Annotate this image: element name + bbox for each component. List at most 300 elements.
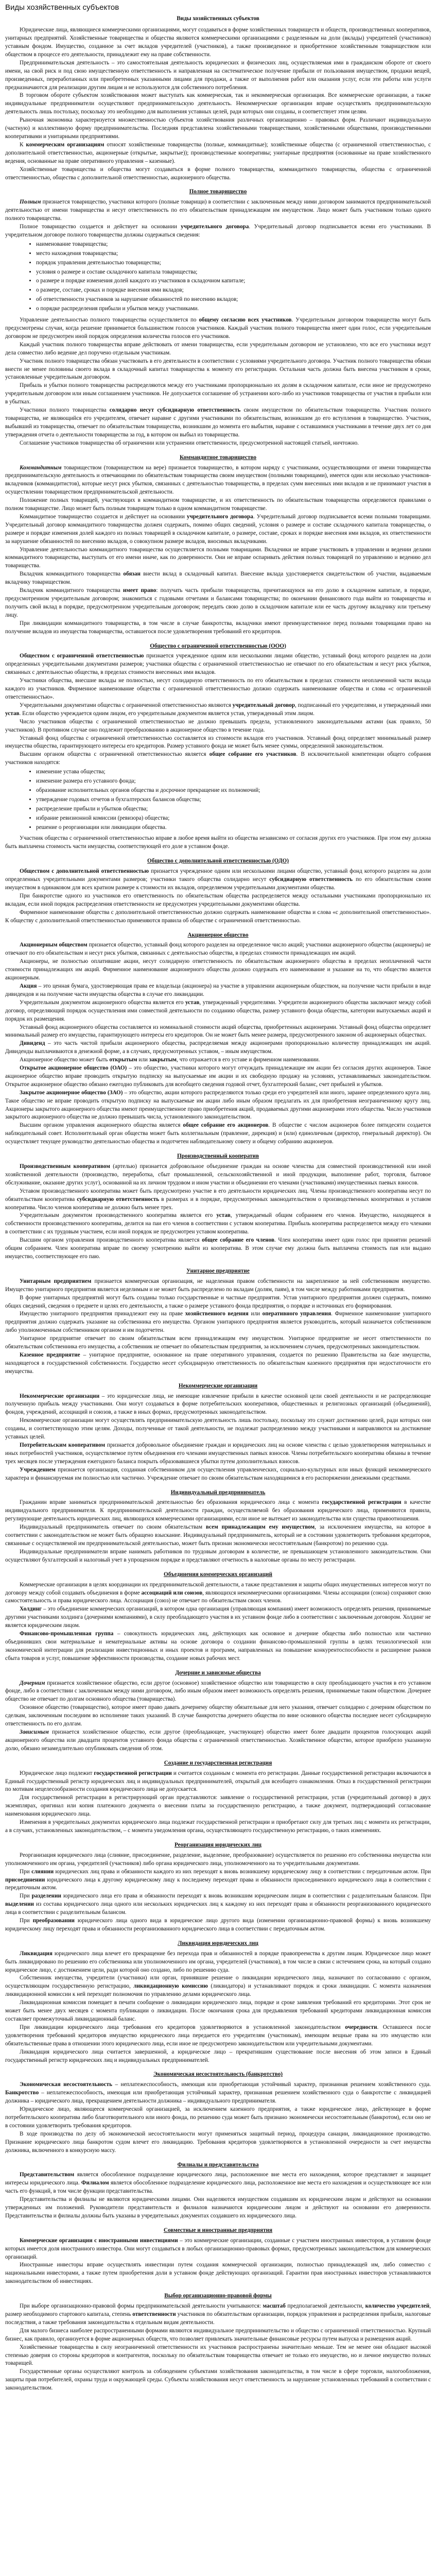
text-run: из состава юридического лица одного или нескольких юридических лиц к каждому из них переходят права и обязанности реорганизованного юридического лица в соответствии с разделительным балансом.	[5, 1901, 431, 1916]
paragraph	[5, 1605, 431, 1630]
section-heading	[5, 2161, 431, 2170]
paragraph	[5, 2368, 431, 2393]
emphasized-text: Обществом с дополнительной ответственностью	[20, 868, 149, 875]
paragraph	[5, 702, 431, 718]
paragraph	[5, 909, 431, 925]
emphasized-text: Полным	[20, 199, 41, 206]
section-heading	[5, 2071, 431, 2079]
text-run: . Учредительный договор подписывается всеми его участниками. В учредительном договоре полного товарищества должны содержаться сведения:	[5, 224, 431, 238]
text-run: – неплатежеспособность, имеющая или приобретающая устойчивый характер, признанная решением хозяйственного суда.	[112, 2081, 431, 2088]
list-item: • наименование товарищества;	[36, 241, 431, 249]
text-run: Высшим органом управления акционерного общества является	[20, 1122, 183, 1129]
paragraph	[5, 2237, 431, 2262]
section-heading	[5, 2292, 431, 2300]
text-run: участников по обязательствам организации, порядок управления и распределения прибыли, налоговые последствия, а также требования законодательства к отдельным видам деятельности.	[5, 2311, 431, 2326]
emphasized-text: Закрытое акционерное общество (ЗАО)	[20, 1089, 123, 1096]
text-run: в размерах и в порядке, предусмотренных законодательством о производственных кооперативах и уставом кооператива. Число членов кооператива не должно быть менее трех.	[5, 1196, 431, 1211]
text-run: Ликвидационная комиссия помещает в печати сообщение о ликвидации юридического лица, порядке и сроке заявления требований его кредиторами. Этот срок не может быть менее двух месяцев с момента публикации о ликвидации. После окончания срока для предъявления требований кредиторами ликвидационная комиссия составляет промежуточный ликвидационный баланс.	[5, 1999, 431, 2023]
text-run: Общество с ограниченной ответственностью (ООО)	[150, 642, 286, 649]
list-item: • порядок управления деятельностью товарищества;	[36, 259, 431, 267]
text-run: При ликвидации юридического лица требования его кредиторов удовлетворяются в установленной законодательством	[20, 2024, 345, 2030]
emphasized-text: Коммандитным	[20, 464, 62, 471]
text-run: Для малого бизнеса наиболее распространенными формами являются индивидуальное предпринимательство и общество с ограниченной ответственностью. Крупный бизнес, как правило, организуется в форме акционерных обществ, что позволяет привлекать значительные финансовые ресурсы путем выпуска и размещения акций.	[5, 2327, 431, 2342]
text-run: – это юридические лица, не имеющие извлечение прибыли в качестве основной цели своей деятельности и не распределяющие полученную прибыль между участниками. Они могут создаваться в форме потребительских кооперативов, общественных и религиозных организаций (объединений), фондов, учреждений, ассоциаций и союзов, а также в иных формах, предусмотренных законодательством.	[5, 1393, 431, 1416]
paragraph	[5, 2048, 431, 2065]
text-run: Имущество унитарного предприятия принадлежит ему на праве	[20, 1311, 185, 1317]
paragraph	[5, 677, 431, 702]
list-item: • распределение прибыли и убытков общества;	[36, 805, 431, 814]
paragraph	[5, 2196, 431, 2221]
paragraph	[5, 358, 431, 382]
text-run: . Учредительный договор подписывается всеми полными товарищами. Учредительный договор коммандитного товарищества должен содержать, помимо общих сведений, условия о размере и составе складочного капитала товарищества, о размере и порядке изменения долей каждого из полных товарищей в складочном капитале, о размере, составе, сроках и порядке внесения ими вкладов, их ответственности за нарушение обязанностей по внесению вкладов, о совокупном размере вкладов, вносимых вкладчиками.	[5, 513, 431, 545]
paragraph	[5, 464, 431, 497]
text-run: Реорганизация юридического лица (слияние, присоединение, разделение, выделение, преобразование) осуществляется по решению его собственника имущества или уполномоченного им органа, учредителей (участников) либо органа юридического лица, уполномоченного на то учредительными документами.	[5, 1852, 431, 1867]
text-run: Уставный фонд общества с ограниченной ответственностью составляется из стоимости вкладов его участников. Уставный фонд определяет минимальный размер имущества общества, гарантирующего интересы его кредиторов. Размер уставного фонда не может быть менее суммы, определенной законодательством.	[5, 735, 431, 750]
text-run: Учредительным документом производственного кооператива является его	[20, 1212, 217, 1219]
paragraph	[5, 1236, 431, 1261]
emphasized-text: субсидиарную ответственность	[269, 876, 353, 883]
text-run: Выбор организационно-правовой формы	[164, 2293, 272, 2299]
text-run: Индивидуальный предприниматель отвечает по своим обязательствам	[20, 1524, 206, 1531]
paragraph	[5, 1523, 431, 1548]
paragraph	[5, 999, 431, 1024]
text-run: К	[20, 141, 26, 148]
paragraph	[5, 1974, 431, 1999]
text-run: признается коммерческая организация, не наделенная правом собственности на закрепленное за ней собственником имущество. Имущество унитарного предприятия является неделимым и не может быть распределено по вкладам (долям, паям), в том числе между работниками предприятия.	[5, 1278, 431, 1293]
emphasized-text: очередности	[345, 2024, 377, 2030]
paragraph	[5, 835, 431, 851]
section-heading	[5, 931, 431, 940]
text-run: . Член кооператива имеет один голос при принятии решений общим собранием. Член кооператива вправе по своему усмотрению выйти из кооператива. В этом случае ему должна быть выплачена стоимость пая или выдано имущество, соответствующее его паю.	[5, 1237, 431, 1260]
text-run: внести вклад в складочный капитал. Внесение вклада удостоверяется свидетельством об участии, выдаваемым вкладчику товариществом.	[5, 571, 431, 586]
emphasized-text: коммерческим организациям	[26, 141, 104, 148]
paragraph	[5, 1950, 431, 1975]
text-run: . В обществе с числом акционеров более пятидесяти создается наблюдательный совет. Исполнительный орган общества может быть коллегиальным (правление, дирекция) и (или) единоличным (директор, генеральный директор). Он осуществляет текущее руководство деятельностью общества и подотчетен наблюдательному совету и общему собранию акционеров.	[5, 1122, 431, 1145]
paragraph	[5, 2344, 431, 2368]
paragraph	[5, 1499, 431, 1523]
text-run: в качестве индивидуального предпринимателя. К предпринимательской деятельности граждан, осуществляемой без образования юридического лица, применяются правила, регулирующие деятельность юридических лиц, являющихся коммерческими организациями, если иное не вытекает из законодательства или существа правоотношения.	[5, 1499, 431, 1522]
emphasized-text: присоединении	[5, 1876, 45, 1883]
text-run: , что отражается в его уставе и фирменном наименовании.	[177, 1057, 320, 1063]
paragraph	[5, 751, 431, 767]
list-item: • изменение устава общества;	[36, 768, 431, 776]
text-run: Ликвидация юридических лиц	[178, 1940, 258, 1946]
emphasized-text: Ликвидация	[20, 1950, 53, 1957]
section-heading	[5, 2227, 431, 2235]
text-run: Учредительными документами общества с ограниченной ответственностью являются	[20, 702, 233, 708]
text-run: Участники общества, внесшие вклады не полностью, несут солидарную ответственность по его обязательствам в пределах стоимости неоплаченной части вклада каждого из участников. Фирменное наименование общества с ограниченной ответственностью должно содержать наименование общества и слова «с ограниченной ответственностью».	[5, 677, 431, 700]
text-run: Изменения в учредительных документах юридического лица подлежат государственной регистрации и приобретают силу для третьих лиц с момента их регистрации, а в случаях, установленных законодательством, – с момента уведомления органа, осуществляющего государственную регистрацию, о таких изменениях.	[5, 1819, 431, 1834]
text-run: Ликвидация юридического лица считается завершенной, а юридическое лицо – прекратившим существование после внесения об этом записи в Единый государственный регистр юридических лиц и индивидуальных предпринимателей.	[5, 2048, 431, 2063]
paragraph	[5, 1417, 431, 1442]
paragraph	[5, 2327, 431, 2344]
paragraph	[5, 141, 431, 166]
text-run: Некоммерческие организации	[178, 1382, 258, 1389]
text-run: Унитарное предприятие	[186, 1267, 250, 1274]
text-run: Объединения коммерческих организаций	[164, 1571, 272, 1578]
paragraph	[5, 1335, 431, 1351]
emphasized-text: Производственным кооперативом	[20, 1163, 110, 1170]
text-run: Фирменное наименование общества с дополнительной ответственностью должно содержать наименование общества и слова «с дополнительной ответственностью». К обществу с дополнительной ответственностью применяются правила об обществе с ограниченной ответственностью.	[5, 909, 431, 924]
paragraph	[5, 223, 431, 240]
section-heading	[5, 1267, 431, 1276]
paragraph	[5, 1089, 431, 1122]
paragraph	[5, 587, 431, 620]
paragraph	[5, 439, 431, 448]
list-item: • о порядке распределения прибыли и убытков между участниками.	[36, 305, 431, 313]
text-run: , подписанный его учредителями, и утвержденный ими	[294, 702, 431, 708]
text-run: Юридическое лицо подлежит	[20, 1770, 94, 1776]
text-run: Предпринимательская деятельность – это самостоятельная деятельность юридических и физических лиц, осуществляемая ими в гражданском обороте от своего имени, на свой риск и под свою имущественную ответственность и направленная на систематическое получение прибыли от пользования имуществом, продажи вещей, произведенных, переработанных или приобретенных указанными лицами для продажи, а также от выполнения работ или оказания услуг, если эти работы или услуги предназначаются для реализации другим лицам и не используются для собственного потребления.	[5, 59, 431, 91]
text-run: Коммандитное товарищество	[179, 454, 257, 461]
paragraph	[5, 1056, 431, 1064]
list-item: • образование исполнительных органов общества и досрочное прекращение их полномочий;	[36, 787, 431, 795]
emphasized-text: Холдинг	[20, 1606, 42, 1613]
text-run: , являющихся некоммерческими организациями. Члены ассоциации (союза) сохраняют свою самостоятельность и права юридического лица. Ассоциация (союз) не отвечает по обязательствам своих членов.	[5, 1589, 431, 1604]
text-run: Участник общества с ограниченной ответственностью вправе в любое время выйти из общества независимо от согласия других его участников. При этом ему должна быть выплачена стоимость части имущества, соответствующей его доле в уставном фонде.	[5, 835, 431, 850]
document-body	[5, 26, 431, 2393]
text-run: юридического лица его права и обязанности переходят к вновь возникшим юридическим лицам в соответствии с разделительным балансом. При	[61, 1893, 431, 1900]
bullet-list	[5, 768, 431, 832]
paragraph	[5, 1581, 431, 1606]
list-item: • о размере, составе, сроках и порядке внесения ими вкладов;	[36, 286, 431, 295]
text-run: В торговом обороте субъектом хозяйствования может выступать как коммерческая, так и некоммерческая организация. Все коммерческие организации, а также индивидуальные предприниматели осуществляют предпринимательскую деятельность. Некоммерческие организации вправе осуществлять предпринимательскую деятельность лишь постольку, поскольку это необходимо для выполнения уставных целей, ради которых они созданы, и соответствует этим целям.	[5, 92, 431, 115]
text-run: признается учрежденное одним или несколькими лицами общество, уставный фонд которого разделен на доли определенных учредительными документами размеров; участники общества с ограниченной ответственностью не отвечают по его обязательствам и несут риск убытков, связанных с деятельностью общества, в пределах стоимости внесенных ими вкладов.	[5, 653, 431, 676]
emphasized-text: Банкротство	[5, 2090, 39, 2096]
text-run: Акционерное общество может быть	[20, 1057, 110, 1063]
section-heading	[5, 1669, 431, 1677]
text-run: Юридические лица, являющиеся коммерческими организациями, могут создаваться в форме хозяйственных товариществ и обществ, производственных кооперативов, унитарных предприятий. Хозяйственные товарищества и общества являются коммерческими организациями с разделенным на доли (вклады) учредителей (участников) уставным фондом. Имущество, созданное за счет вкладов учредителей (участников), а также произведенное и приобретенное хозяйственным товариществом или обществом в процессе его деятельности, принадлежит ему на праве собственности.	[5, 27, 431, 58]
text-run: Высшим органом общества с ограниченной ответственностью является	[20, 751, 210, 758]
emphasized-text: учредительный договор	[232, 702, 295, 708]
paragraph	[5, 166, 431, 182]
text-run: Уставный фонд акционерного общества составляется из номинальной стоимости акций общества, приобретенных акционерами. Уставный фонд общества определяет минимальный размер его имущества, гарантирующего интересы его кредиторов. Он не может быть менее размера, предусмотренного законом об акционерных обществах.	[5, 1024, 431, 1039]
text-run: юридического лица одного вида в юридическое лицо другого вида (изменении организационно-правовой формы) к вновь возникшему юридическому лицу переходят права и обязанности реорганизованного юридического лица в соответствии с передаточным актом.	[5, 1918, 431, 1932]
emphasized-text: количество учредителей	[365, 2303, 430, 2310]
emphasized-text: обязан	[123, 571, 141, 578]
paragraph	[5, 735, 431, 751]
text-run: Управление деятельностью полного товарищества осуществляется по	[20, 317, 199, 324]
text-run: Создание и государственная регистрация	[164, 1759, 272, 1766]
text-run: , утвержденный учредителями. Учредители акционерного общества заключают между собой договор, определяющий порядок осуществления ими совместной деятельности по созданию общества, размер уставного фонда общества, категории выпускаемых акций и порядок их размещения.	[5, 999, 431, 1022]
section-heading	[5, 857, 431, 866]
paragraph	[5, 2106, 431, 2130]
paragraph	[5, 198, 431, 223]
text-run: Акционеры, не полностью оплатившие акции, несут солидарную ответственность по обязательствам акционерного общества в пределах неоплаченной части стоимости принадлежащих им акций. Фирменное наименование акционерного общества должно содержать его наименование и указание на то, что общество является акционерным.	[5, 958, 431, 981]
emphasized-text: субсидиарную ответственность	[77, 1196, 160, 1202]
paragraph	[5, 2024, 431, 2048]
text-run: Рыночная экономика характеризуется множественностью субъектов хозяйствования различных организационно – правовых форм. Различают индивидуальную (частную) и коллективную форму предпринимательства. Последняя представлена хозяйственными товариществами, хозяйственными обществами, производственными кооперативами и унитарными предприятиями.	[5, 117, 431, 140]
paragraph	[5, 1278, 431, 1294]
text-run: Полное товарищество	[189, 189, 247, 195]
paragraph	[5, 1310, 431, 1335]
emphasized-text: Финансово-промышленная группа	[20, 1631, 114, 1637]
emphasized-text: Коммерческие организации с иностранными инвестициями	[20, 2237, 178, 2244]
text-run: предполагаемой деятельности,	[285, 2303, 365, 2310]
text-run: юридических лиц права и обязанности каждого из них переходят к вновь возникшему юридическому лицу в соответствии с передаточным актом. При	[54, 1868, 431, 1875]
text-run: относят хозяйственные товарищества (полные, коммандитные); хозяйственные общества (с ограниченной ответственностью, с дополнительной ответственностью, акционерные (открытые, закрытые)); производственные кооперативы; унитарные предприятия (основанные на праве хозяйственного ведения, основанные на праве оперативного управления – казенные).	[5, 141, 431, 164]
list-item: • о размере и порядке изменения долей каждого из участников в складочном капитале;	[36, 277, 431, 285]
text-run: (ликвидатора) и устанавливают порядок и сроки ликвидации. С момента назначения ликвидационной комиссии к ней переходят полномочия по управлению делами юридического лица.	[5, 1983, 431, 1998]
text-run: Вкладчик коммандитного товарищества	[20, 587, 123, 594]
text-run: В форме унитарных предприятий могут быть созданы только государственные и частные предприятия. Устав унитарного предприятия должен содержать, помимо общих сведений, сведения о предмете и целях его деятельности, а также о размере уставного фонда предприятия, о порядке и источниках его формирования.	[5, 1294, 431, 1309]
text-run: Акционерное общество	[187, 931, 249, 938]
paragraph	[5, 92, 431, 116]
text-run: Дочерние и зависимые общества	[175, 1669, 261, 1676]
paragraph	[5, 1024, 431, 1040]
emphasized-text: учредительного договора	[186, 513, 253, 520]
list-item: • условия о размере и составе складочного капитала товарищества;	[36, 268, 431, 277]
text-run: Индивидуальные предприниматели вправе нанимать работников по трудовым договорам в количестве, не превышающем установленного законодательством. Они осуществляют бухгалтерский и налоговый учет в упрощенном порядке и представляют отчетность в налоговые органы по месту регистрации.	[5, 1548, 431, 1563]
paragraph	[5, 1892, 431, 1917]
text-run: При выборе организационно-правовой формы предпринимательской деятельности учитываются:	[20, 2303, 263, 2310]
text-run: В ходе производства по делу об экономической несостоятельности могут применяться защитный период, процедура санации, ликвидационное производство. Признание юридического лица банкротом судом влечет его ликвидацию. Требования кредиторов удовлетворяются в установленной очередности за счет имущества должника, включенного в конкурсную массу.	[5, 2130, 431, 2154]
emphasized-text: Потребительским кооперативом	[20, 1442, 106, 1449]
text-run: Индивидуальный предприниматель	[170, 1489, 266, 1496]
text-run: Прибыль и убытки полного товарищества распределяются между его участниками пропорционально их долям в складочном капитале, если иное не предусмотрено учредительным договором или иным соглашением участников. Не допускается соглашение об устранении кого-либо из участников товарищества от участия в прибыли или в убытках.	[5, 382, 431, 405]
section-heading	[5, 1940, 431, 1948]
paragraph	[5, 1917, 431, 1934]
emphasized-text: Открытое акционерное общество (ОАО)	[20, 1065, 127, 1072]
text-run: Участники полного товарищества	[20, 407, 110, 414]
emphasized-text: выделении	[5, 1901, 34, 1908]
paragraph	[5, 1212, 431, 1236]
paragraph	[5, 2261, 431, 2286]
paragraph	[5, 1163, 431, 1188]
text-run: Вкладчик коммандитного товарищества	[20, 571, 124, 578]
section-heading	[5, 1489, 431, 1497]
paragraph	[5, 958, 431, 982]
text-run: Число участников общества с ограниченной ответственностью не должно превышать предела, установленного законодательными актами (как правило, 50 участников). В противном случае оно подлежит преобразованию в акционерное общество в течение года.	[5, 718, 431, 733]
paragraph	[5, 497, 431, 513]
paragraph	[5, 2171, 431, 2196]
text-run: – это часть чистой прибыли акционерного общества, распределяемая между акционерами пропорционально количеству принадлежащих им акций. Дивиденды выплачиваются в денежной форме, а в случаях, предусмотренных уставом, – иным имуществом.	[5, 1040, 431, 1055]
text-run: Гражданин вправе заниматься предпринимательской деятельностью без образования юридического лица с момента	[20, 1499, 322, 1506]
paragraph	[5, 2302, 431, 2327]
text-run: признается хозяйственное общество, если другое (преобладающее, участвующее) общество имеет более двадцати процентов голосующих акций акционерного общества или двадцати процентов уставного фонда общества с ограниченной ответственностью. Хозяйственное общество, которое приобрело указанную долю, обязано незамедлительно опубликовать сведения об этом.	[5, 1729, 431, 1752]
paragraph	[5, 341, 431, 358]
emphasized-text: Экономическая несостоятельность	[20, 2081, 113, 2088]
text-run: признается товарищество, участники которого (полные товарищи) в соответствии с заключенным между ними договором занимаются предпринимательской деятельностью от имени товарищества и несут ответственность по его обязательствам принадлежащим им имуществом. Лицо может быть участником только одного полного товарищества.	[5, 199, 431, 222]
paragraph	[5, 1819, 431, 1835]
text-run: по его обязательствам своим имуществом в одинаковом для всех кратном размере к стоимости их вкладов, определяемом учредительными документами общества.	[5, 876, 431, 891]
emphasized-text: ассоциаций или союзов	[141, 1589, 203, 1596]
text-run: Представительства и филиалы не являются юридическими лицами. Они наделяются имуществом создавшим их юридическим лицом и действуют на основании утвержденных им положений. Руководители представительств и филиалов назначаются юридическим лицом и действуют на основании его доверенности. Представительства и филиалы должны быть указаны в учредительных документах создавшего их юридического лица.	[5, 2196, 431, 2219]
text-run: признается общество, уставный фонд которого разделен на определенное число акций; участники акционерного общества (акционеры) не отвечают по его обязательствам и несут риск убытков, связанных с деятельностью общества, в пределах стоимости принадлежащих им акций.	[5, 942, 431, 957]
emphasized-text: Дочерним	[20, 1680, 45, 1686]
text-run: Полное товарищество создается и действует на основании	[20, 224, 181, 230]
document-heading: Виды хозяйственных субъектов	[177, 15, 259, 22]
emphasized-text: общее собрание его акционеров	[183, 1122, 269, 1129]
paragraph	[5, 116, 431, 141]
text-run: . Если общество учреждается одним лицом, его учредительным документом является устав, утвержденный этим лицом.	[19, 710, 315, 717]
section-heading	[5, 1841, 431, 1850]
emphasized-text: хозяйственного ведения	[185, 1311, 249, 1317]
text-run: или	[137, 1057, 149, 1063]
emphasized-text: масштаб	[263, 2303, 286, 2310]
paragraph	[5, 652, 431, 677]
emphasized-text: ответственности	[132, 2311, 176, 2318]
text-run: – это коммерческие организации, созданные с участием иностранных инвесторов, в уставном фонде которых имеется доля иностранного инвестора. Они могут создаваться в любых организационно-правовых формах, предусмотренных законодательством для коммерческих организаций.	[5, 2237, 431, 2260]
text-run: . Оставшееся после удовлетворения требований кредиторов имущество юридического лица передается его учредителям (участникам), имеющим вещные права на это имущество или обязательственные права в отношении этого юридического лица, если иное не предусмотрено законодательством или учредительными документами.	[5, 2024, 431, 2047]
section-heading	[5, 1153, 431, 1161]
paragraph	[5, 1466, 431, 1483]
text-run: При банкротстве одного из участников его ответственность по обязательствам общества распределяется между остальными участниками пропорционально их вкладам, если иной порядок распределения ответственности не предусмотрен учредительными документами общества.	[5, 892, 431, 907]
emphasized-text: разделении	[31, 1893, 61, 1900]
bullet-list	[5, 241, 431, 313]
emphasized-text: солидарно несут субсидиарную ответственность	[109, 407, 241, 414]
emphasized-text: Филиалом	[81, 2180, 109, 2187]
text-run: Высшим органом управления производственного кооператива является	[20, 1237, 202, 1244]
paragraph	[5, 1630, 431, 1663]
paragraph	[5, 620, 431, 636]
paragraph	[5, 1064, 431, 1089]
emphasized-text: преобразовании	[32, 1918, 75, 1924]
emphasized-text: слиянии	[31, 1868, 54, 1875]
emphasized-text: Учреждением	[20, 1466, 56, 1473]
text-run: Производственный кооператив	[177, 1153, 259, 1160]
text-run: Коммерческие организации в целях координации их предпринимательской деятельности, а также представления и защиты общих имущественных интересов могут по договору между собой создавать объединения в форме	[5, 1581, 431, 1596]
emphasized-text: общее собрание его участников	[209, 751, 297, 758]
emphasized-text: Представительством	[20, 2172, 75, 2178]
paragraph	[5, 26, 431, 59]
emphasized-text: ликвидационную комиссию	[133, 1983, 208, 1990]
paragraph	[5, 1393, 431, 1417]
paragraph	[5, 316, 431, 341]
emphasized-text: Обществом с ограниченной ответственностью	[20, 653, 144, 659]
text-run: или	[248, 1311, 263, 1317]
paragraph	[5, 1442, 431, 1466]
text-run: Юридическое лицо, являющееся коммерческой организацией, за исключением казенного предприятия, а также юридическое лицо, действующее в форме потребительского кооператива либо благотворительного или иного фонда, по решению суда может быть признано экономически несостоятельным (банкротом), если оно не в состоянии удовлетворить требования кредиторов.	[5, 2106, 431, 2129]
emphasized-text: Акционерным обществом	[20, 942, 88, 948]
text-run: – унитарное предприятие, основанное на праве оперативного управления, создается по решению Правительства на базе имущества, находящегося в государственной собственности. Государство несет субсидиарную ответственность по обязательствам казенного предприятия при недостаточности его имущества.	[5, 1351, 431, 1375]
text-run: Коммандитное товарищество создается и действует на основании	[20, 513, 187, 520]
text-run: (артелью) признается добровольное объединение граждан на основе членства для совместной производственной или иной хозяйственной деятельности (производство, переработка, сбыт промышленной, сельскохозяйственной и иной продукции, выполнение работ, торговля, бытовое обслуживание, оказание других услуг), основанной на их личном трудовом и ином участии и объединении его членами (участниками) имущественных паевых взносов.	[5, 1163, 431, 1186]
text-run: Каждый участник полного товарищества вправе действовать от имени товарищества, если учредительным договором не установлено, что все его участники ведут дела совместно либо ведение дел поручено отдельным участникам.	[5, 341, 431, 356]
text-run: Положение полных товарищей, участвующих в коммандитном товариществе, и их ответственность по обязательствам товарищества определяются правилами о полном товариществе. Лицо может быть полным товарищем только в одном коммандитном товариществе.	[5, 497, 431, 512]
emphasized-text: общему согласию всех участников	[199, 317, 292, 324]
text-run: является обособленное подразделение юридического лица, расположенное вне места его нахождения, которое представляет и защищает интересы юридического лица.	[5, 2172, 431, 2187]
text-run: Хозяйственные товарищества и общества могут создаваться в форме полного товарищества, коммандитного товарищества, общества с ограниченной ответственностью, общества с дополнительной ответственностью, акционерного общества.	[5, 166, 431, 181]
text-run: Основное общество (товарищество), которое имеет право давать дочернему обществу обязательные для него указания, отвечает солидарно с дочерним обществом по сделкам, заключенным последним во исполнение таких указаний. В случае банкротства дочернего общества по вине основного общества последнее несет субсидиарную ответственность по его долгам.	[5, 1704, 431, 1727]
text-run: Совместные и иностранные предприятия	[163, 2227, 273, 2233]
emphasized-text: Зависимым	[20, 1729, 49, 1736]
text-run: – совокупность юридических лиц, действующих как основное и дочерние общества либо полностью или частично объединивших свои материальные и нематериальные активы на основе договора о создании финансово-промышленной группы в целях технологической или экономической интеграции для реализации инвестиционных и иных проектов и программ, направленных на повышение конкурентоспособности и расширение рынков сбыта товаров и услуг, повышение эффективности производства, создание новых рабочих мест.	[5, 1631, 431, 1662]
emphasized-text: Казенное предприятие	[20, 1351, 80, 1358]
paragraph	[5, 1999, 431, 2024]
paragraph	[5, 1852, 431, 1868]
text-run: , за исключением имущества, на которое в соответствии с законодательством не может быть обращено взыскание. Индивидуальный предприниматель, который не в состоянии удовлетворить требования кредиторов, связанные с осуществляемой им предпринимательской деятельностью, может быть признан экономически несостоятельным (банкротом) по решению суда.	[5, 1524, 431, 1547]
paragraph	[5, 868, 431, 892]
emphasized-text: государственной регистрации	[94, 1770, 172, 1776]
text-run: Учредительным документом акционерного общества является его	[20, 999, 185, 1006]
text-run: – неплатежеспособность, имеющая или приобретающая устойчивый характер, признанная решением хозяйственного суда о банкротстве с ликвидацией должника – юридического лица, прекращением деятельности должника – индивидуального предпринимателя.	[5, 2090, 431, 2105]
paragraph	[5, 1770, 431, 1794]
text-run: – это общество, участники которого могут отчуждать принадлежащие им акции без согласия других акционеров. Такое акционерное общество вправе проводить открытую подписку на выпускаемые им акции и их свободную продажу на условиях, устанавливаемых законодательством. Открытое акционерное общество обязано ежегодно публиковать для всеобщего сведения годовой отчет, бухгалтерский баланс, счет прибылей и убытков.	[5, 1065, 431, 1088]
emphasized-text: имеет право	[123, 587, 156, 594]
section-heading	[5, 1571, 431, 1579]
emphasized-text: Некоммерческие организации	[20, 1393, 100, 1399]
paragraph	[5, 1351, 431, 1376]
text-run: Хозяйственные товарищества в силу неограниченной ответственности их участников распространены значительно меньше. Тем не менее они обладают высокой степенью доверия со стороны кредиторов и контрагентов, поскольку по обязательствам товарищества отвечает не только его имущество, но и личное имущество полных товарищей.	[5, 2344, 431, 2367]
section-heading	[5, 1382, 431, 1391]
emphasized-text: учредительного договора	[181, 224, 249, 230]
paragraph	[5, 1728, 431, 1753]
emphasized-text: всем принадлежащим ему имуществом	[205, 1524, 315, 1531]
list-item: • избрание ревизионной комиссии (ревизора) общества;	[36, 815, 431, 823]
paragraph	[5, 406, 431, 439]
paragraph	[5, 2130, 431, 2155]
list-item: • решение о реорганизации или ликвидации общества.	[36, 824, 431, 832]
text-run: юридического лица к другому юридическому лицу к последнему переходят права и обязанности присоединенного юридического лица в соответствии с передаточным актом.	[5, 1876, 431, 1891]
emphasized-text: устав	[185, 999, 200, 1006]
text-run: При ликвидации коммандитного товарищества, в том числе в случае банкротства, вкладчики имеют преимущественное перед полными товарищами право на получение вкладов из имущества товарищества, оставшегося после удовлетворения требований его кредиторов.	[5, 620, 431, 635]
text-run: При	[20, 1918, 33, 1924]
page-title: Виды хозяйственных субъектов	[5, 3, 119, 12]
text-run: : получать часть прибыли товарищества, причитающуюся на его долю в складочном капитале, в порядке, предусмотренном учредительным договором; знакомиться с годовыми отчетами и балансами товарищества; по окончании финансового года выйти из товарищества и получить свой вклад в порядке, предусмотренном учредительным договором; передать свою долю в складочном капитале или ее часть другому вкладчику или третьему лицу.	[5, 587, 431, 618]
list-item: • об ответственности участников за нарушение обязанностей по внесению вкладов;	[36, 296, 431, 304]
emphasized-text: Унитарным предприятием	[20, 1278, 92, 1284]
section-heading	[5, 454, 431, 462]
section-heading	[5, 642, 431, 651]
text-run: – это общество, акции которого распределяются только среди его учредителей или иного, заранее определенного круга лиц. Такое общество не вправе проводить открытую подписку на выпускаемые им акции либо иным образом предлагать их для приобретения неограниченному кругу лиц. Акционеры закрытого акционерного общества имеют преимущественное право приобретения акций, продаваемых другими акционерами этого общества. Число участников закрытого акционерного общества не должно превышать числа, установленного законодательством.	[5, 1089, 431, 1121]
section-heading	[5, 188, 431, 196]
text-run: . Учредительным договором товарищества могут быть предусмотрены случаи, когда решение принимается большинством голосов участников. Каждый участник полного товарищества имеет один голос, если учредительным договором не предусмотрен иной порядок определения количества голосов его участников.	[5, 317, 431, 340]
paragraph	[5, 382, 431, 406]
text-run: и считается созданным с момента его регистрации. Данные государственной регистрации включаются в Единый государственный регистр юридических лиц и индивидуальных предпринимателей, открытый для всеобщего ознакомления. Отказ в государственной регистрации по мотивам нецелесообразности создания юридического лица не допускается.	[5, 1770, 431, 1793]
paragraph	[5, 1680, 431, 1704]
text-run: является обособленное подразделение юридического лица, расположенное вне места его нахождения и осуществляющее все или часть его функций, в том числе функции представительства.	[5, 2180, 431, 2195]
text-run: Соглашение участников товарищества об ограничении или устранении ответственности, предусмотренной настоящей статьей, ничтожно.	[20, 439, 359, 446]
text-run: . В исключительной компетенции общего собрания участников находятся:	[5, 751, 431, 766]
paragraph	[5, 1188, 431, 1212]
text-run: Унитарное предприятие отвечает по своим обязательствам всем принадлежащим ему имуществом. Унитарное предприятие не несет ответственности по обязательствам собственника его имущества, а собственник не отвечает по обязательствам предприятия, за исключением случаев, предусмотренных законодательством.	[5, 1335, 431, 1350]
text-run: Государственные органы осуществляют контроль за соблюдением субъектами хозяйствования законодательства, в том числе в сфере торговли, налогообложения, защиты прав потребителей, охраны труда и окружающей среды. Субъекты хозяйствования несут ответственность за нарушение установленных требований в соответствии с законодательством.	[5, 2368, 431, 2392]
text-run: , размер необходимого стартового капитала, степень	[5, 2303, 431, 2318]
paragraph	[5, 59, 431, 92]
text-run: Филиалы и представительства	[177, 2161, 259, 2168]
text-run: Иностранные инвесторы вправе осуществлять инвестиции путем создания коммерческой организации, полностью принадлежащей им, либо совместно с национальными инвесторами, а также путем приобретения доли в уставном фонде действующих организаций. Гарантии прав иностранных инвесторов устанавливаются законодательством об инвестициях.	[5, 2262, 431, 2285]
text-run: При	[20, 1893, 32, 1900]
paragraph	[5, 718, 431, 735]
paragraph	[5, 1294, 431, 1311]
text-run: Собственник имущества, учредители (участники) или орган, принявшие решение о ликвидации юридического лица, назначают по согласованию с органом, осуществляющим государственную регистрацию,	[5, 1975, 431, 1990]
paragraph	[5, 513, 431, 546]
section-heading	[5, 1759, 431, 1768]
emphasized-text: Акция	[20, 982, 37, 989]
paragraph	[5, 1548, 431, 1565]
paragraph	[5, 892, 431, 909]
text-run: – это объединение коммерческих организаций, в котором одна организация (управляющая компания) имеет возможность определять решения, принимаемые другими участниками холдинга (дочерними компаниями), в силу преобладающего участия в их уставном фонде либо в соответствии с заключенным договором. Холдинг не является юридическим лицом.	[5, 1606, 431, 1629]
paragraph	[5, 941, 431, 958]
text-run: признается хозяйственное общество, если другое (основное) хозяйственное общество или товарищество в силу преобладающего участия в его уставном фонде, либо в соответствии с заключенным между ними договором, либо иным образом имеет возможность определять решения, принимаемые таким обществом. Дочернее общество не отвечает по долгам основного общества (товарищества).	[5, 1680, 431, 1703]
text-run: – это ценная бумага, удостоверяющая права ее владельца (акционера) на участие в управлении акционерным обществом, на получение части прибыли в виде дивидендов и на получение части имущества общества в случае его ликвидации.	[5, 982, 431, 997]
emphasized-text: Дивиденд	[20, 1040, 45, 1047]
emphasized-text: закрытым	[149, 1057, 177, 1063]
paragraph	[5, 1122, 431, 1146]
list-item: • место нахождения товарищества;	[36, 250, 431, 258]
text-run: Экономическая несостоятельность (банкротство)	[153, 2071, 283, 2078]
text-run: признается учрежденное одним или несколькими лицами общество, уставный фонд которого разделен на доли определенных учредительными документами размеров; участники такого общества солидарно несут	[5, 868, 431, 883]
text-run: Реорганизация юридических лиц	[174, 1841, 261, 1848]
text-run: При	[20, 1868, 32, 1875]
emphasized-text: общее собрание его членов	[202, 1237, 275, 1244]
text-run: товариществом (товариществом на вере) признается товарищество, в котором наряду с участниками, осуществляющими от имени товарищества предпринимательскую деятельность и отвечающими по обязательствам товарищества своим имуществом (полными товарищами), имеется один или несколько участников-вкладчиков (коммандитистов), которые несут риск убытков, связанных с деятельностью товарищества, в пределах сумм внесенных ими вкладов и не принимают участия в осуществлении товариществом предпринимательской деятельности.	[5, 464, 431, 496]
list-item: • изменение размера его уставного фонда;	[36, 777, 431, 786]
text-run: Управление деятельностью коммандитного товарищества осуществляется полными товарищами. Вкладчики не вправе участвовать в управлении и ведении делами коммандитного товарищества, выступать от его имени иначе, как по доверенности. Они не вправе оспаривать действия полных товарищей по управлению и ведению дел товарищества.	[5, 546, 431, 569]
paragraph	[5, 1040, 431, 1056]
emphasized-text: государственной регистрации	[322, 1499, 402, 1506]
